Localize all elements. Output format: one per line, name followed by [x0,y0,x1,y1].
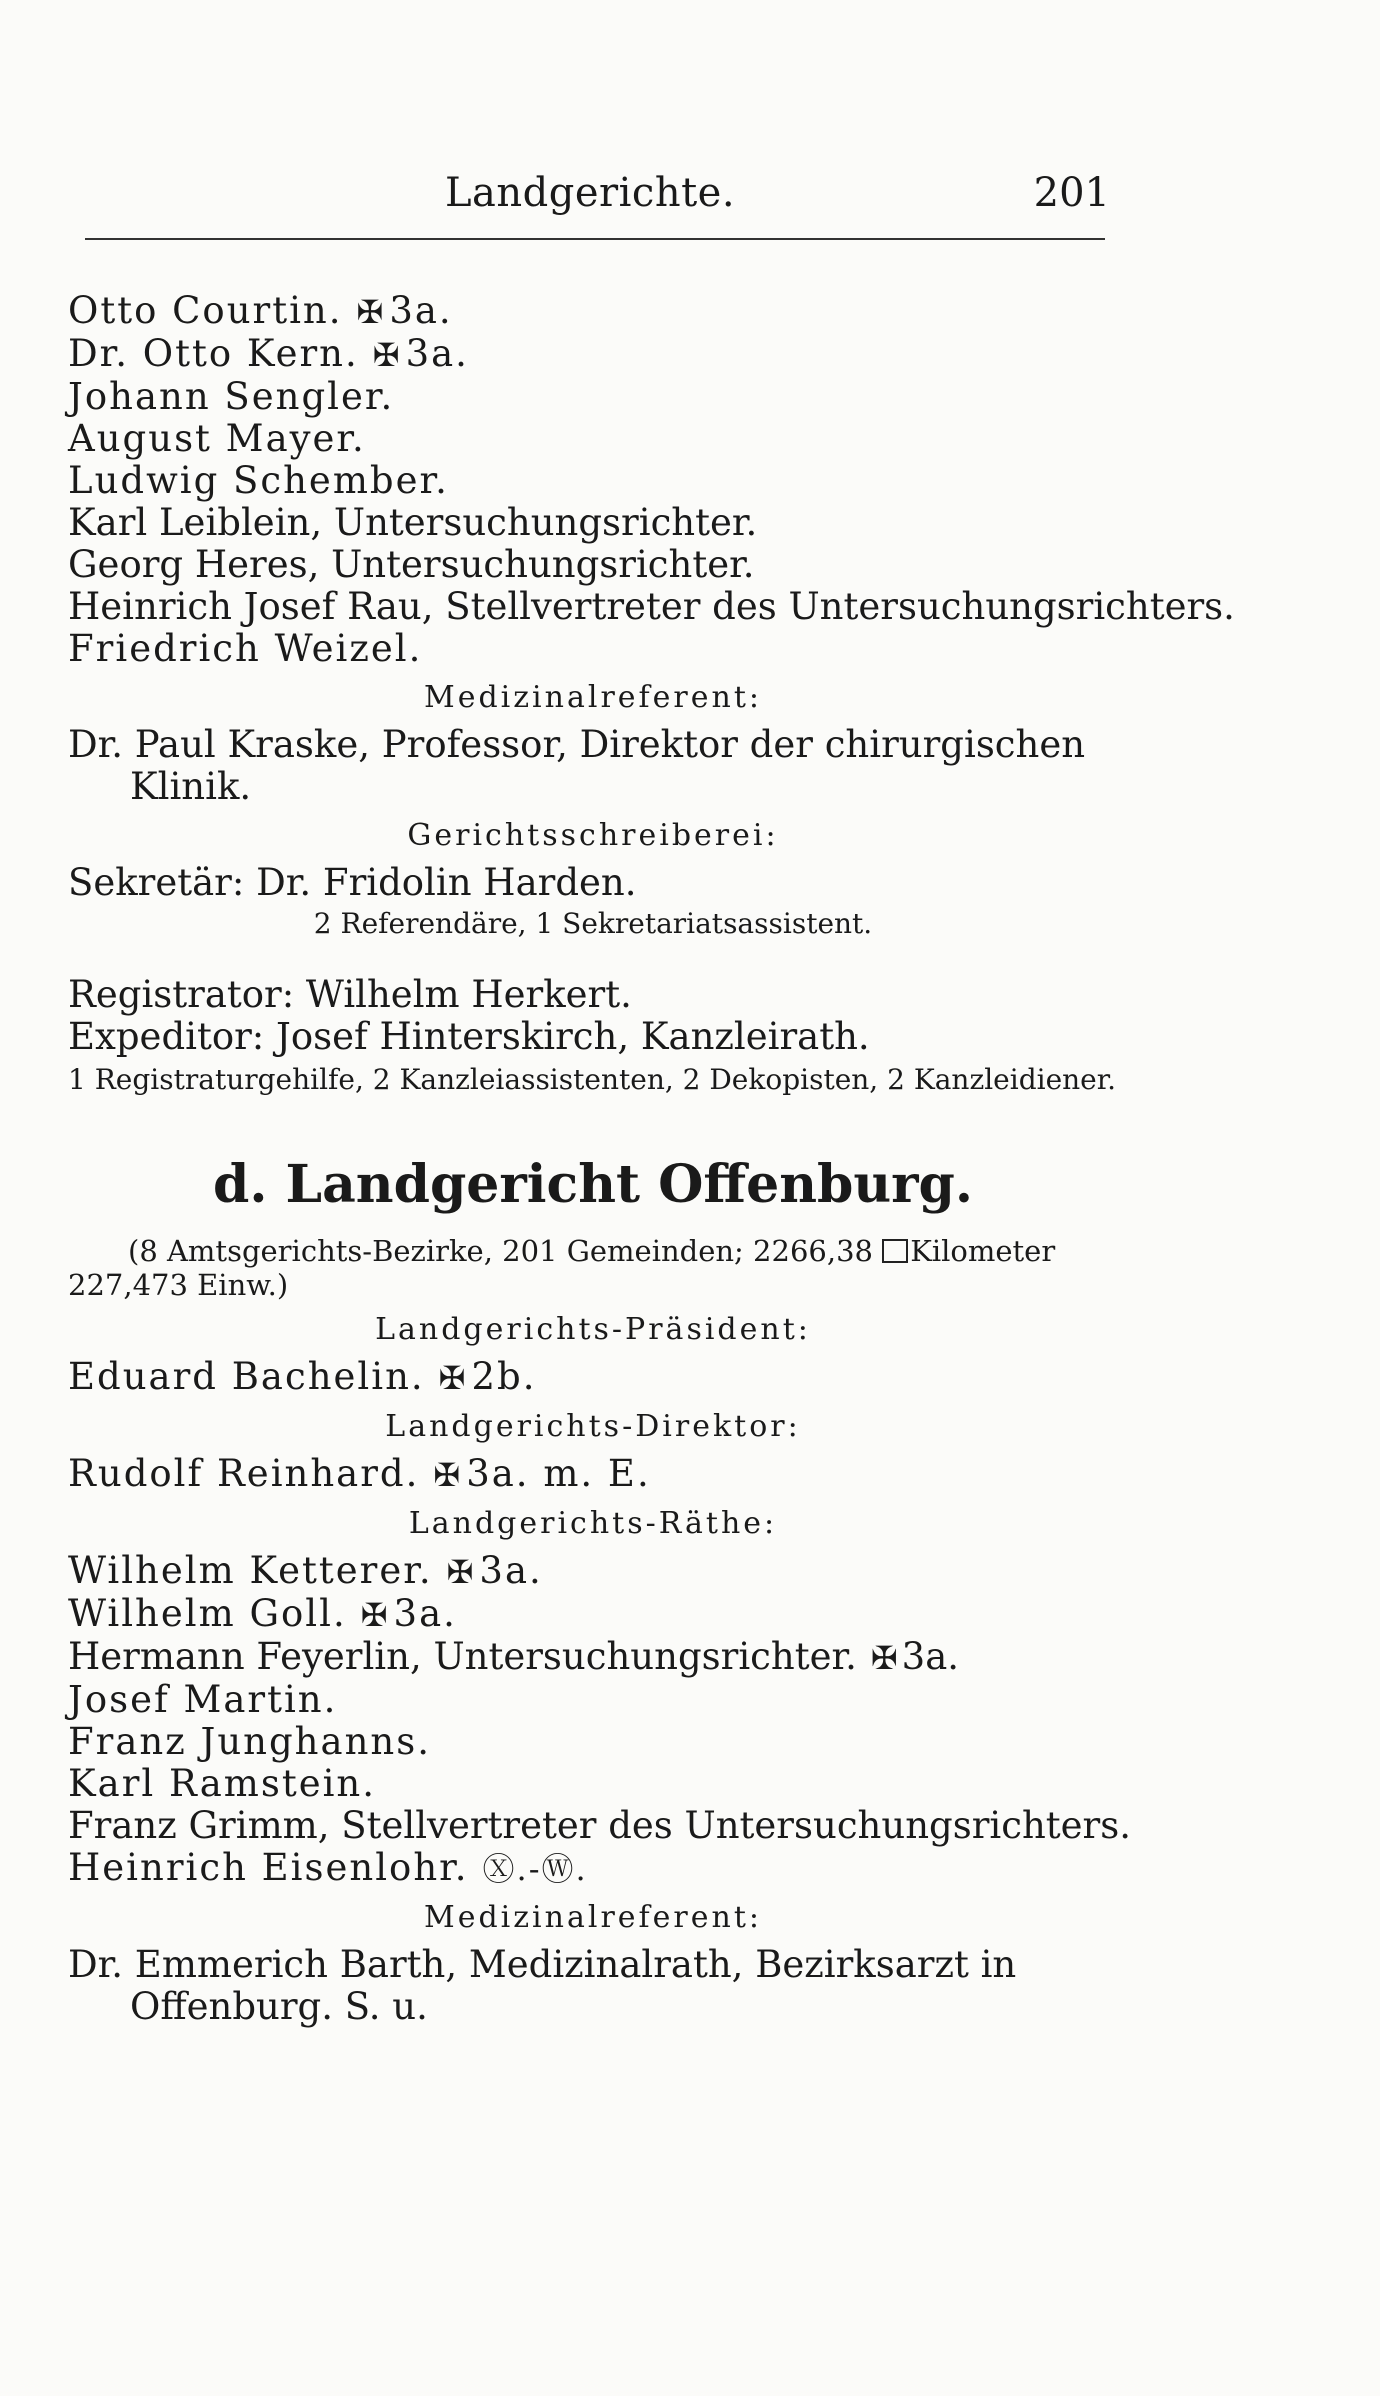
list-item: Josef Martin. [68,1678,338,1721]
order-suffix: 3a. [479,1549,543,1592]
list-item [68,333,1118,376]
order-cross-icon: ✠ [360,1596,390,1634]
expeditor-entry: Expeditor: Josef Hinterskirch, Kanzleirath. [68,1015,870,1058]
person-name: Heinrich Eisenlohr. [68,1846,469,1889]
order-cross-icon: ✠ [433,1456,463,1494]
order-cross-icon: ✠ [438,1359,468,1397]
person-name: Hermann Feyerlin, Untersuchungsrichter. [68,1635,857,1678]
list-item: August Mayer. [68,417,366,460]
director-entry [68,1453,1118,1496]
order-suffix: 2b. [471,1355,537,1398]
square-box-icon [882,1239,908,1263]
district-post: Kilometer 227,473 Einw.) [68,1234,1056,1302]
order-suffix: 3a. m. E. [466,1452,651,1495]
list-item: Karl Ramstein. [68,1762,377,1805]
list-item [68,1636,1118,1679]
person-name: Rudolf Reinhard. [68,1452,420,1495]
header-rule [85,238,1105,240]
medical-referent-entry: Dr. Emmerich Barth, Medizinalrath, Bezirksarzt in Offenburg. S. u. [68,1943,1017,2028]
medical-referent-heading: Medizinalreferent: [423,680,762,715]
list-item [68,1550,1118,1593]
list-item [68,1847,1118,1890]
order-cross-icon: ✠ [356,293,386,331]
order-cross-icon: ✠ [446,1553,476,1591]
list-item: Georg Heres, Untersuchungsrichter. [68,543,755,586]
person-name: Wilhelm Ketterer. [68,1549,433,1592]
list-item: Franz Junghanns. [68,1720,431,1763]
person-name: Wilhelm Goll. [68,1592,347,1635]
district-info [68,1234,1118,1302]
section-title: d. Landgericht Offenburg. [212,1154,974,1215]
judges-list-top [68,289,1235,670]
order-suffix: 3a. [405,332,469,375]
list-item: Franz Grimm, Stellvertreter des Untersuchungsrichters. [68,1804,1131,1847]
person-name: Dr. Otto Kern. [68,332,359,375]
order-suffix: 3a. [393,1592,457,1635]
director-heading: Landgerichts-Direktor: [385,1409,801,1444]
medical-referent-entry: Dr. Paul Kraske, Professor, Direktor der chirurgischen Klinik. [68,723,1086,808]
secretary-entry: Sekretär: Dr. Fridolin Harden. [68,861,637,904]
list-item [68,1593,1118,1636]
order-cross-icon: ✠ [372,336,402,374]
person-name: Otto Courtin. [68,289,343,332]
district-pre: (8 Amtsgerichts-Bezirke, 201 Gemeinden; 2266,38 [128,1234,873,1268]
president-heading: Landgerichts-Präsident: [375,1312,811,1347]
order-suffix: 3a. [901,1635,960,1678]
list-item: Karl Leiblein, Untersuchungsrichter. [68,501,758,544]
page-number: 201 [1033,170,1110,216]
order-cross-icon: ✠ [870,1639,898,1677]
order-suffix: 3a. [389,289,453,332]
registry-heading: Gerichtsschreiberei: [407,818,779,853]
councillors-heading: Landgerichts-Räthe: [408,1506,778,1541]
list-item: Johann Sengler. [68,375,395,418]
registrar-entry: Registrator: Wilhelm Herkert. [68,973,632,1016]
page-body [68,289,1235,2028]
medical-referent-heading: Medizinalreferent: [423,1900,762,1935]
president-entry [68,1356,1118,1399]
order-ring-icon: Ⓧ.-Ⓦ. [482,1850,588,1888]
page-header [70,170,1110,230]
list-item [68,290,1118,333]
list-item: Heinrich Josef Rau, Stellvertreter des Untersuchungsrichters. [68,585,1235,628]
registry-staff: 2 Referendäre, 1 Sekretariatsassistent. [313,907,873,940]
councillors-list [68,1549,1131,1890]
person-name: Eduard Bachelin. [68,1355,425,1398]
running-title: Landgerichte. [444,170,736,216]
assistants-entry: 1 Registraturgehilfe, 2 Kanzleiassistenten, 2 Dekopisten, 2 Kanzleidiener. [68,1063,1116,1096]
list-item: Ludwig Schember. [68,459,449,502]
list-item: Friedrich Weizel. [68,627,423,670]
